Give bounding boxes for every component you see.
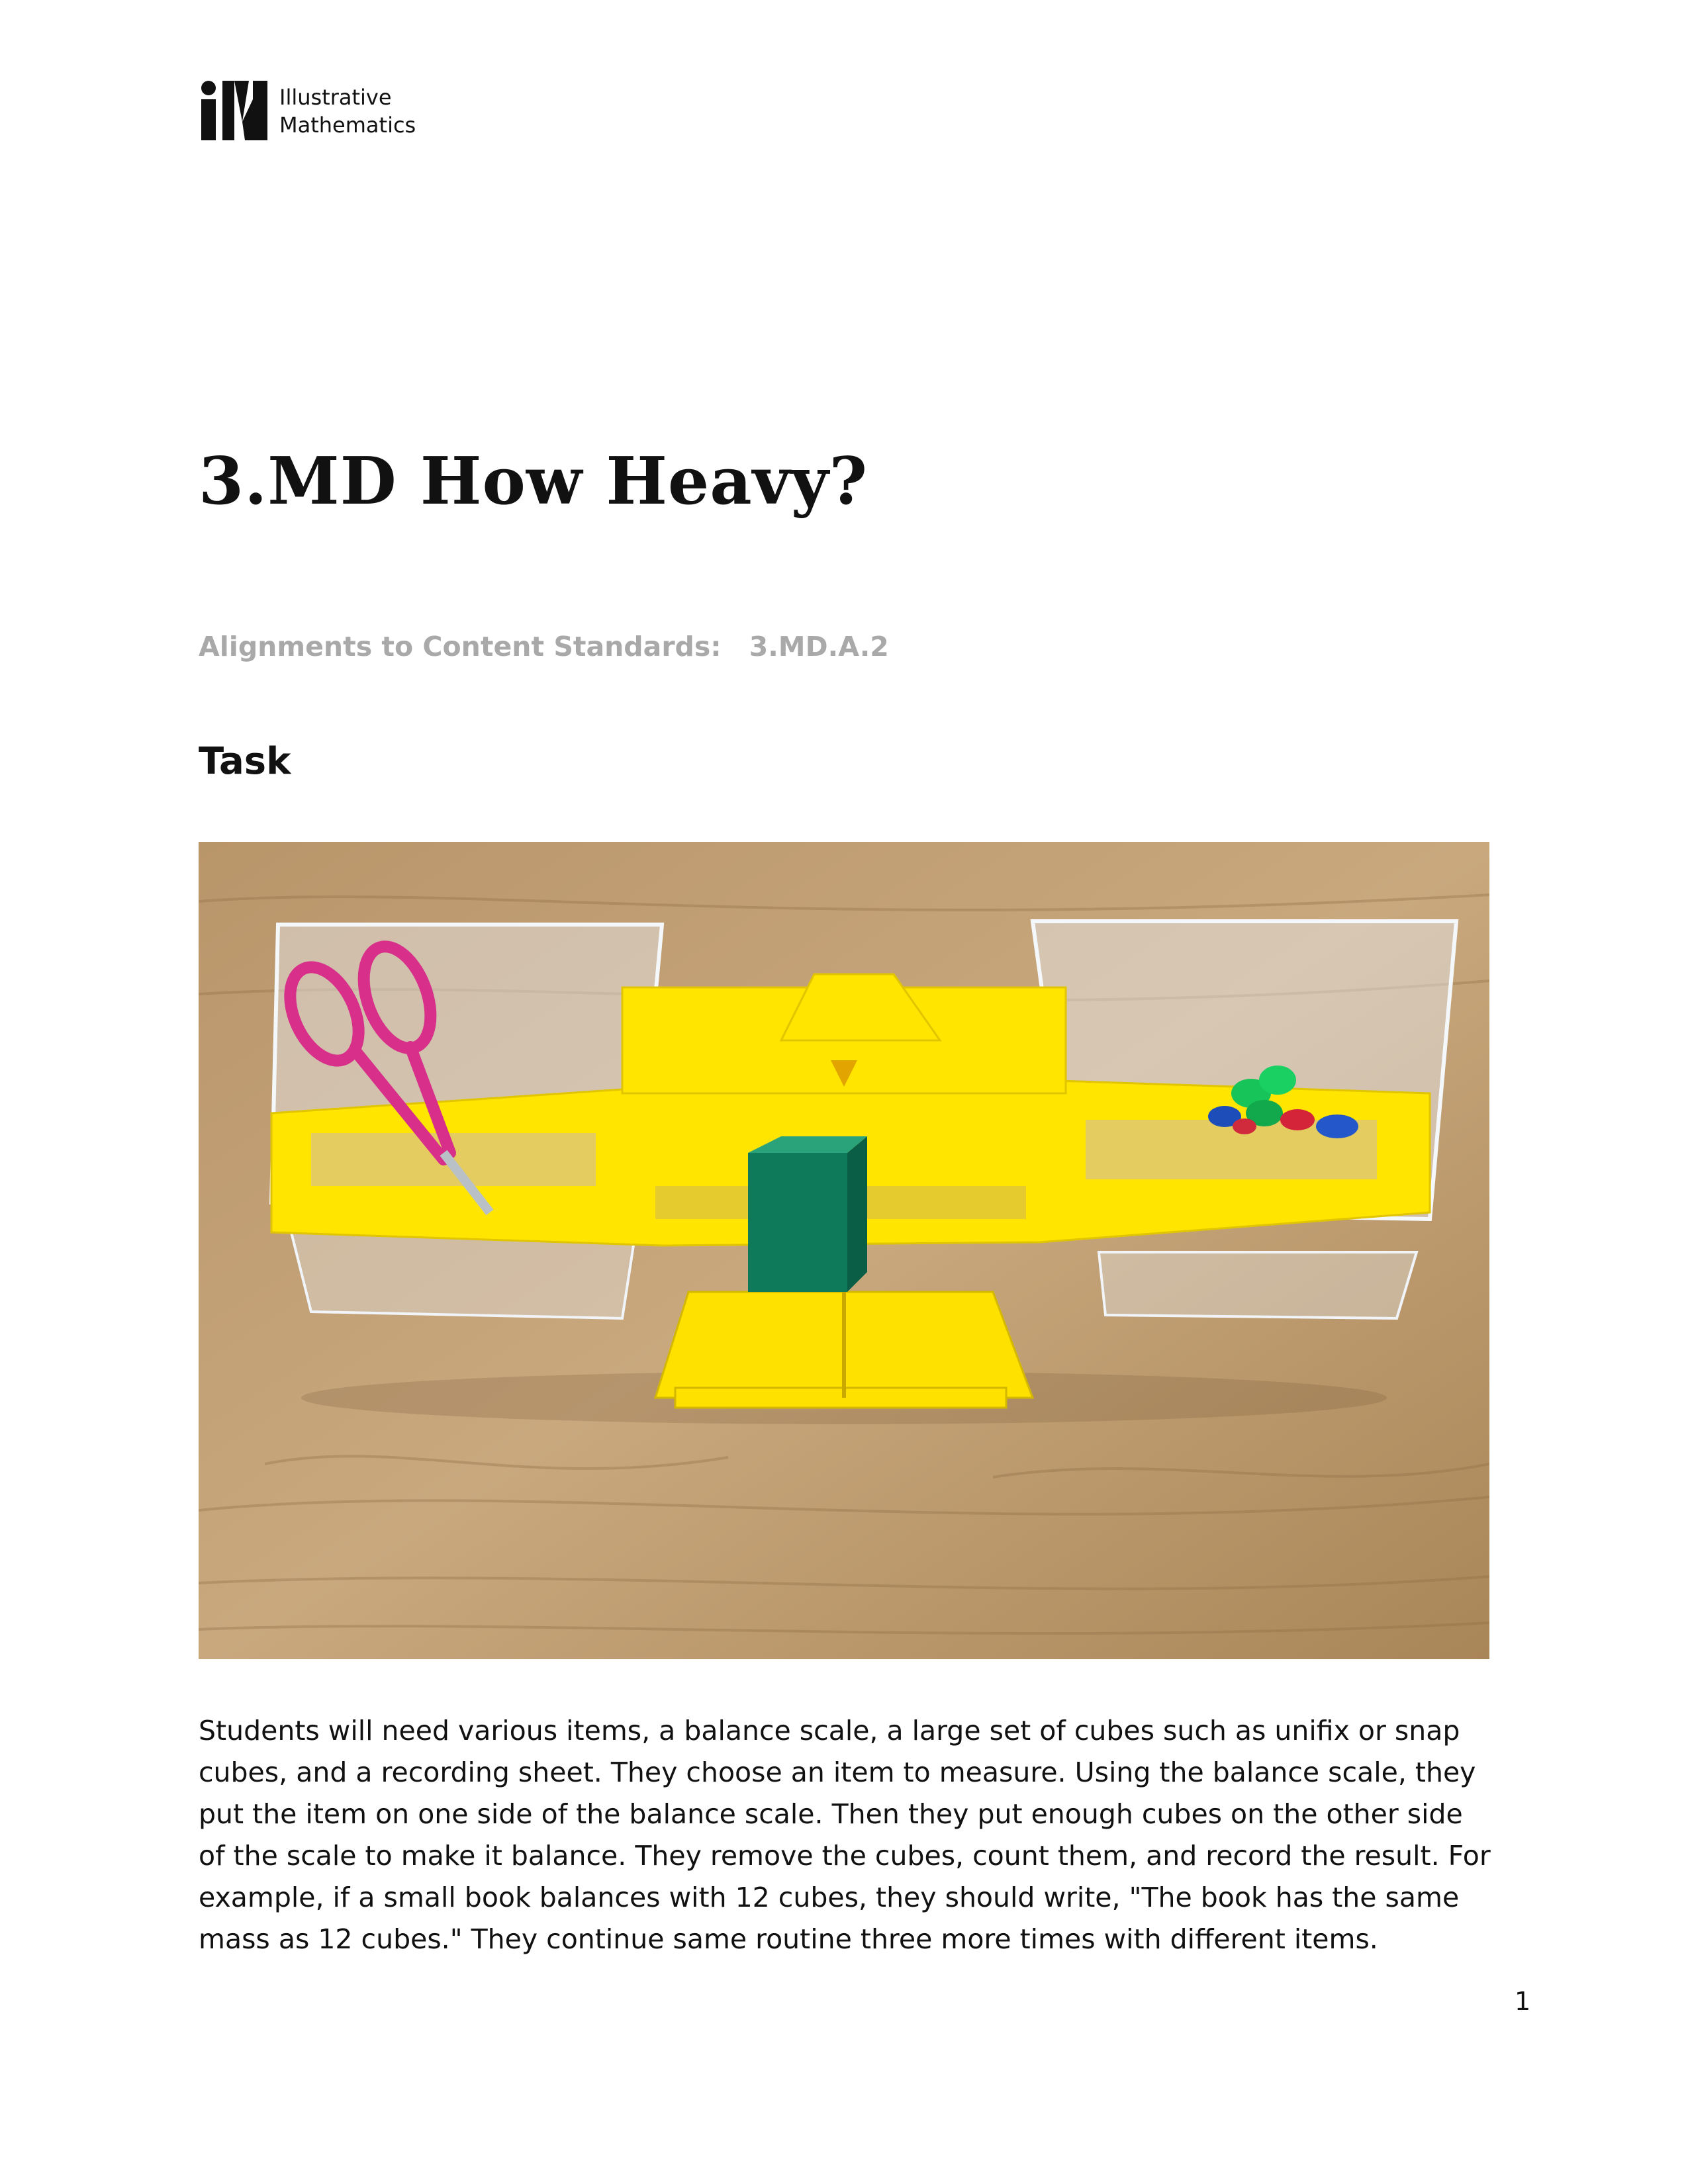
logo-text-line2: Mathematics [279, 113, 416, 138]
im-logo [199, 78, 416, 144]
balance-scale-photo [199, 842, 1489, 1659]
im-logo-icon [199, 81, 267, 142]
logo-text [279, 83, 416, 139]
section-heading-task: Task [199, 740, 291, 783]
page-number: 1 [1515, 1987, 1531, 2016]
alignments-label: Alignments to Content Standards: [199, 631, 722, 662]
page-title: 3.MD How Heavy? [199, 443, 868, 520]
logo-text-line1: Illustrative [279, 85, 392, 110]
balance-scale-photo-svg [199, 842, 1489, 1659]
alignments-standard-link[interactable]: 3.MD.A.2 [749, 631, 889, 662]
alignments-line [199, 631, 889, 662]
green-cube [748, 1136, 867, 1292]
task-description: Students will need various items, a balance scale, a large set of cubes such as unifix or snap cubes, and a recording sheet. They choose an item to measure. Using the balance scale, they put the item on one side of the balance scale. Then they put enough cubes on the other side of the scale to make it balance. They remove the cubes, count them, and record the result. For example, if a small book balances with 12 cubes, they should write, "The book has the same mass as 12 cubes." They continue same routine three more times with different items. [199, 1715, 1491, 1955]
